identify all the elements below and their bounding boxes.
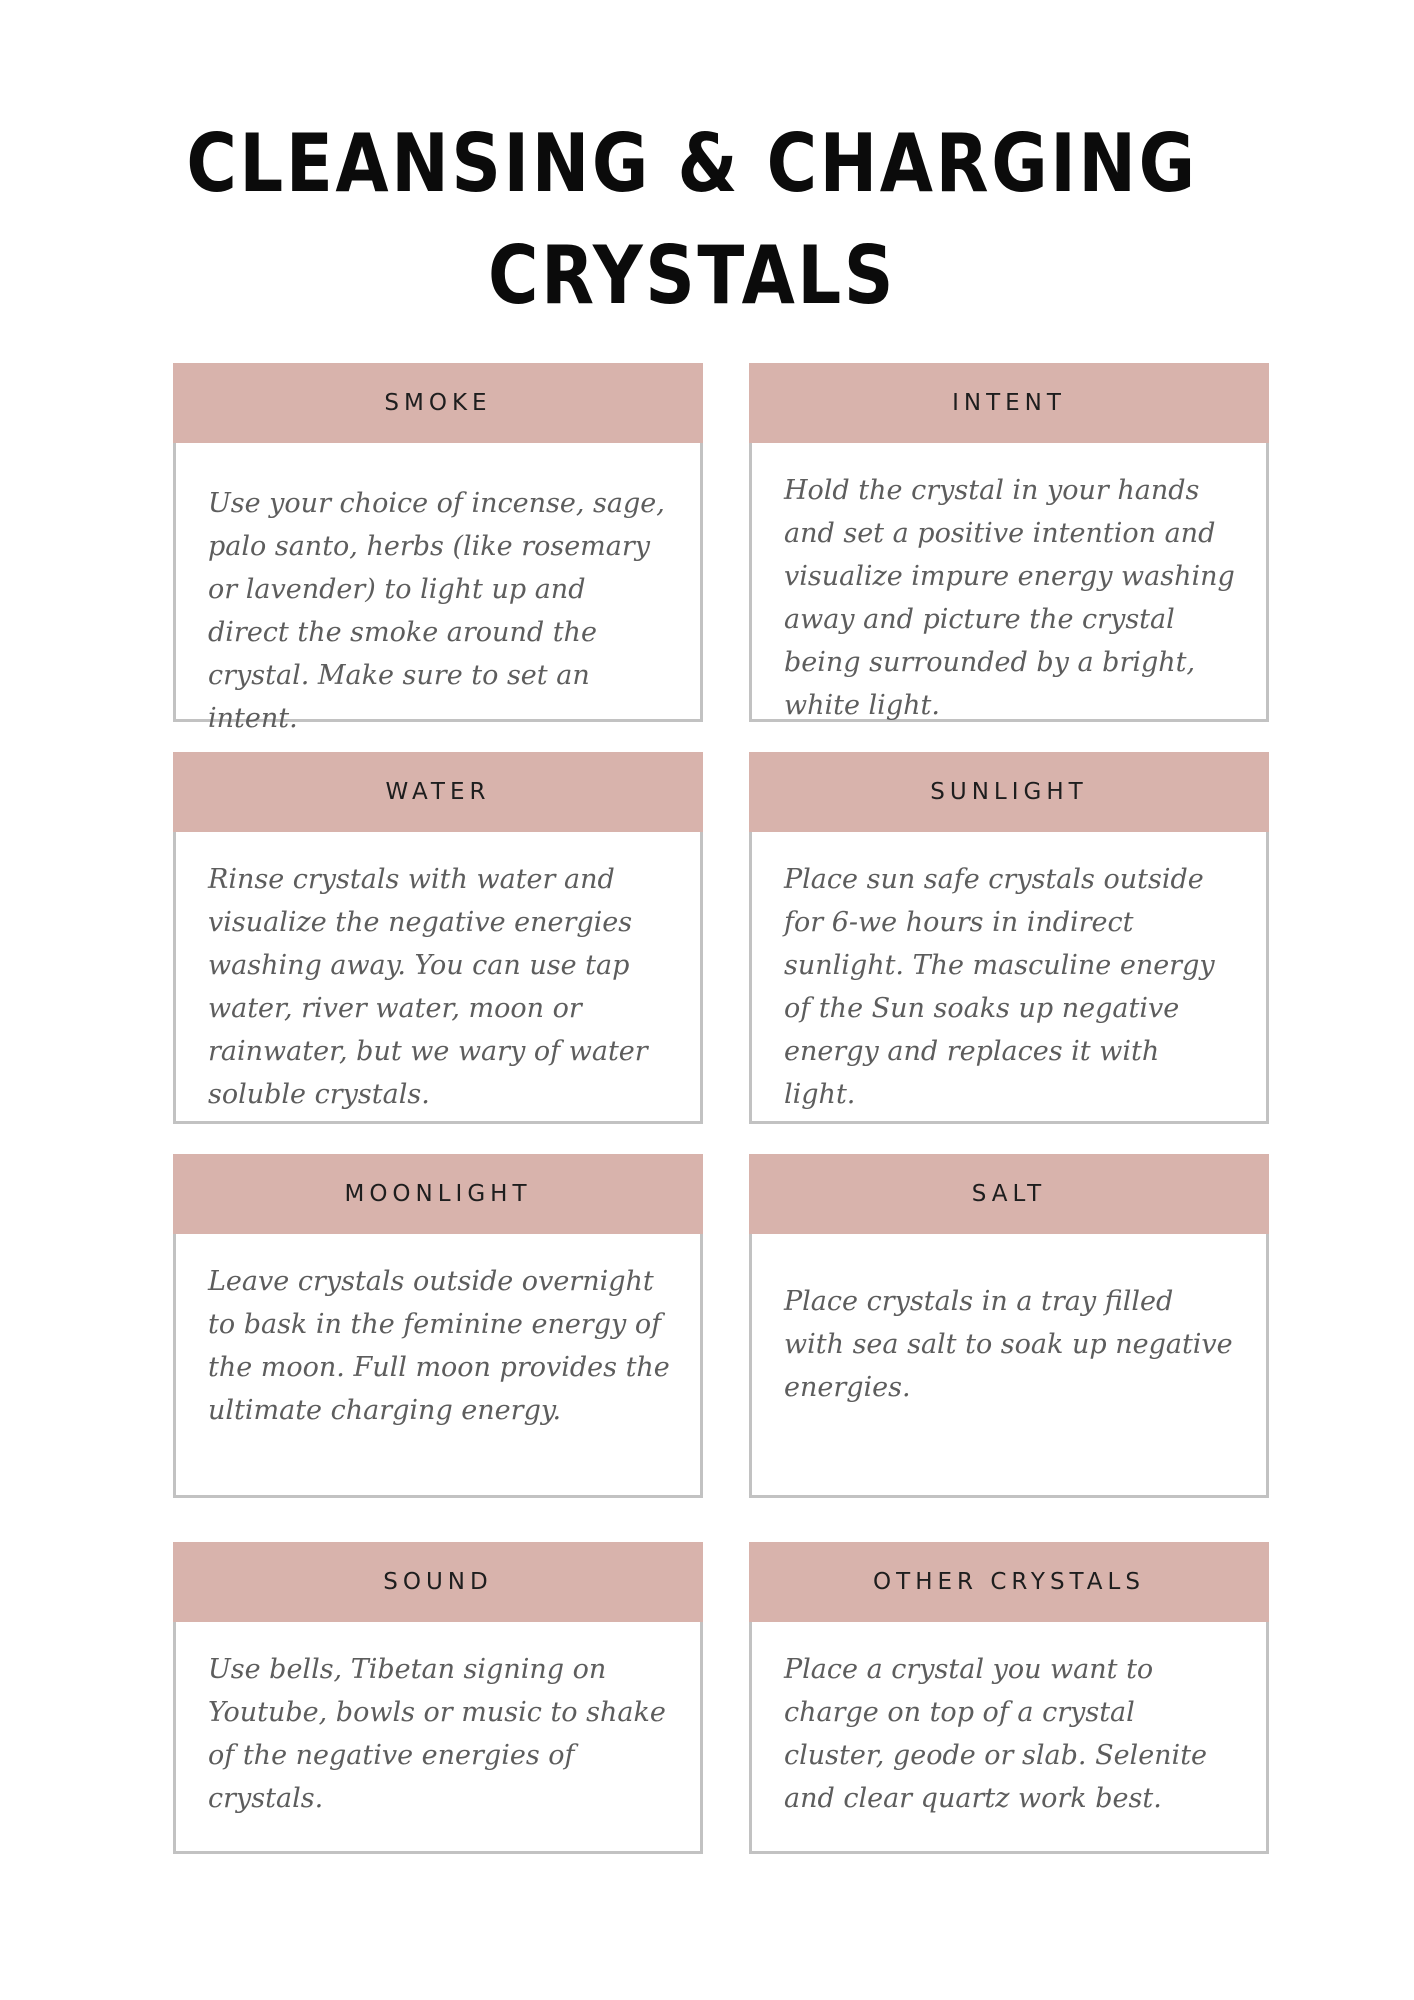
card-text: Place sun safe crystals outside for 6-we hours in indirect sunlight. The masculine energy of the Sun soaks up negative energy and replaces it with light. [784,864,1215,1110]
card-text: Place a crystal you want to charge on top of a crystal cluster, geode or slab. Selenite and clear quartz work best. [784,1654,1208,1814]
page-title-line-2: CRYSTALS [488,229,896,322]
card-text: Use your choice of incense, sage, palo santo, herbs (like rosemary or lavender) to light up and direct the smoke around the crystal. Make sure to set an intent. [208,488,665,734]
card-text: Rinse crystals with water and visualize the negative energies washing away. You can use tap water, river water, moon or rainwater, but we wary of water soluble crystals. [208,864,648,1110]
card-smoke [173,363,703,734]
page-title [97,108,1287,332]
card-moonlight [173,1154,703,1498]
card-sunlight [749,752,1269,1124]
card-heading: INTENT [749,363,1269,443]
card-heading: OTHER CRYSTALS [749,1542,1269,1622]
card-heading: MOONLIGHT [173,1154,703,1234]
card-water [173,752,703,1124]
card-sound [173,1542,703,1854]
card-text: Place crystals in a tray filled with sea salt to soak up negative energies. [784,1286,1233,1403]
card-heading: SMOKE [173,363,703,443]
card-heading: SUNLIGHT [749,752,1269,832]
card-text: Leave crystals outside overnight to bask in the feminine energy of the moon. Full moon provides the ultimate charging energy. [208,1266,670,1426]
card-text: Use bells, Tibetan signing on Youtube, bowls or music to shake of the negative energies of crystals. [208,1654,666,1814]
card-heading: SALT [749,1154,1269,1234]
card-salt [749,1154,1269,1498]
card-intent [749,363,1269,722]
card-heading: WATER [173,752,703,832]
page-title-line-1: CLEANSING & CHARGING [186,117,1198,210]
card-other-crystals [749,1542,1269,1854]
card-text: Hold the crystal in your hands and set a positive intention and visualize impure energy washing away and picture the crystal being surrounded by a bright, white light. [784,475,1235,721]
card-heading: SOUND [173,1542,703,1622]
